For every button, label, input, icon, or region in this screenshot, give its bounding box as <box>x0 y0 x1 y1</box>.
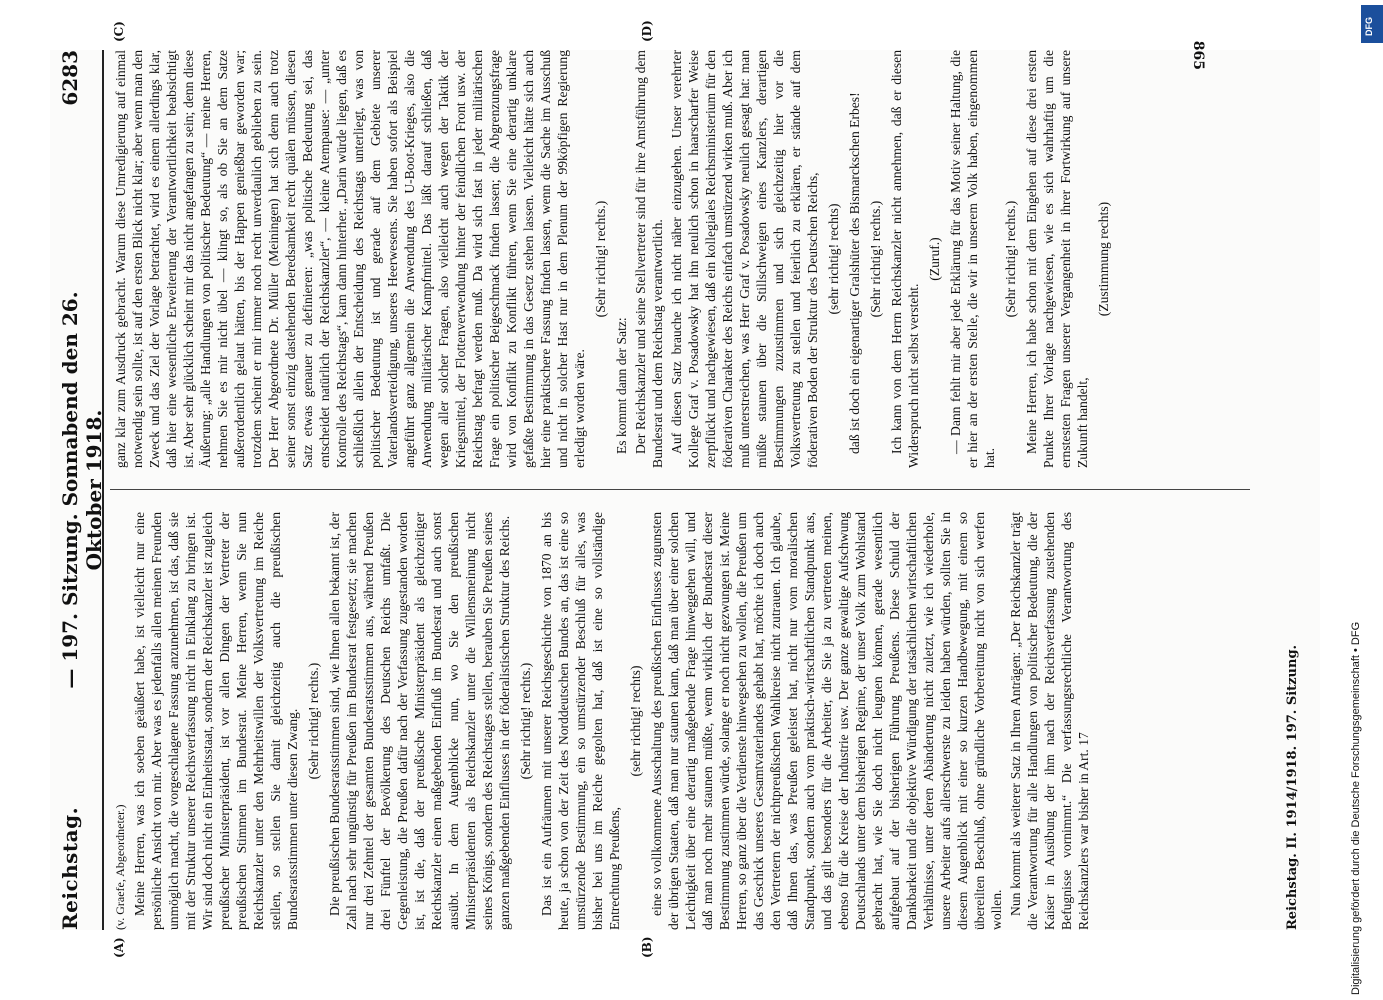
interjection: (Sehr richtig! rechts.) <box>593 200 608 318</box>
dfg-logo <box>1361 5 1383 43</box>
interjection: (sehr richtig! rechts) <box>826 203 841 315</box>
printed-page-number: 865 <box>1190 40 1206 70</box>
paragraph: daß ist doch ein eigenartiger Gralshüter des Bismarckschen Erbes! <box>847 92 862 454</box>
paragraph: Die preußischen Bundesratsstimmen sind, wie Ihnen allen bekannt ist, der Zahl nach sehr ungünstig für Preußen im Bundesrat festgesetzt; sie machen nur drei Zehntel der gesamten Bundesratsstimmen aus, während Preußen drei Fünftel der Bevölkerung des Deutschen Reichs umfaßt. Die Gegenleistung, die Preußen dafür nach der Verfassung zugestanden worden ist, ist die, daß der preußische Ministerpräsident als gleichzeitiger Reichskanzler einen maßgebenden Einfluß im Bundesrat und auch sonst ausübt. In dem Augenblicke nun, wo Sie den preußischen Ministerpräsidenten als Reichskanzler unter die Willensmeinung nicht seines Königs, sondern des Reichstages stellen, berauben Sie Preußen seines ganzen maßgebenden Einflusses in der föderalistischen Struktur des Reichs. <box>327 512 512 930</box>
margin-marker-c: (C) <box>112 21 126 42</box>
header-page-number: 6283 <box>58 50 82 106</box>
header-session-date: — 197. Sitzung. Sonnabend den 26. Oktober 1918. <box>58 291 106 689</box>
paragraph: Meine Herren, was ich soeben geäußert habe, ist vielleicht nur eine persönliche Ansicht von mir. Aber was es jedenfalls allen meinen Freunden unmöglich macht, die vorgeschlagene Fassung anzunehmen, ist das, daß sie mit der Struktur unserer Reichsverfassung nicht in Einklang zu bringen ist. Wir sind doch nicht ein Einheitsstaat, sondern der Reichskanzler ist zugleich preußischer Ministerpräsident, ist vor allen Dingen der Vertreter der preußischen Stimmen im Bundesrat. Meine Herren, wenn Sie nun Reichskanzler unter den Mehrheitswillen der Volksvertretung im Reiche stellen, so stellen Sie damit gleichzeitig auch die preußischen Bundesratsstimmen unter diesen Zwang. <box>132 512 300 930</box>
margin-marker-b: (B) <box>640 936 654 958</box>
interjection: (Zustimmung rechts) <box>1096 201 1111 317</box>
speaker-line: (v. Graefe, Abgeordneter.) <box>113 804 127 930</box>
interjection: (Sehr richtig! rechts.) <box>306 662 321 780</box>
interjection: (Sehr richtig! rechts.) <box>1003 200 1018 318</box>
dfg-logo-text: DFG <box>1364 17 1374 36</box>
paragraph: Nun kommt als weiterer Satz in Ihren Anträgen: „Der Reichskanzler trägt die Verantwortung für alle Handlungen von politischer Bedeutung, die der Kaiser in Ausübung der ihm nach der Reichsverfassung zustehenden Befugnisse vornimmt.“ Die verfassungsrechtliche Verantwortung des Reichskanzlers war bisher in Art. 17 <box>1008 512 1091 930</box>
page-footer: Reichstag. II. 1914/1918. 197. Sitzung. <box>1285 644 1300 930</box>
paragraph: — Dann fehlt mir aber jede Erklärung für das Motiv seiner Haltung, die er hier an der ersten Stelle, die wir in unserem Volk haben, eingenommen hat. <box>948 50 997 468</box>
paragraph: eine so vollkommene Ausschaltung des preußischen Einflusses zugunsten der übrigen Staaten, daß man nur staunen kann, daß man über einer solchen Leichtigkeit über eine derartig maßgebende Frage hinweggehen will, und daß man noch mehr staunen müßte, wenn wirklich der Bundesrat dieser Bestimmung zustimmen würde, solange er noch nicht gezwungen ist. Meine Herren, so ganz über die Verdienste hinwegsehen zu wollen, die Preußen um das Geschick unseres Gesamtvaterlandes gehabt hat, möchte ich doch auch den Vertretern der nichtpreußischen Wahlkreise nicht zutrauen. Ich glaube, daß Ihnen das, was Preußen geleistet hat, nicht nur vom moralischen Standpunkt, sondern auch vom praktisch-wirtschaftlichen Standpunkt aus, und das gilt besonders für die Arbeiter, die Sie ja zu vertreten meinen, ebenso für die Kreise der Industrie usw. Der ganze gewaltige Aufschwung Deutschlands unter dem bisherigen Regime, der unser Volk zum Wohlstand gebracht hat, wie Sie doch nicht leugnen können, gerade wesentlich aufgebaut auf der bisherigen Führung Preußens. Diese Schuld der Dankbarkeit und die objektive Würdigung der tatsächlichen wirtschaftlichen Verhältnisse, unter deren Abänderung nicht zuletzt, wie ich wiederhole, unsere Arbeiter aufs allerschwerste zu leiden haben würden, sollten Sie in diesem Augenblick mit einer so kurzen Handbewegung, mit einem so übereilten Beschluß, ohne gründliche Vorbereitung nicht von sich werfen wollen. <box>649 512 1004 930</box>
margin-marker-a: (A) <box>112 937 126 958</box>
paragraph: Ich kann von dem Herrn Reichskanzler nicht annehmen, daß er diesen Widerspruch nicht selbst versteht. <box>889 50 921 468</box>
interjection: (sehr richtig! rechts) <box>628 665 643 777</box>
interjection: (Sehr richtig! rechts.) <box>518 662 533 780</box>
paragraph: Auf diesen Satz brauche ich nicht näher einzugehen. Unser verehrter Kollege Graf v. Posadowsky hat ihn neulich schon in haarscharfer Weise zerpflückt und nachgewiesen, daß ein kollegiales Reichsministerium für den föderativen Charakter des Reichs einfach umstürzend wirken muß. Aber ich muß unterstreichen, was Herr Graf v. Posadowsky neulich gesagt hat: man müßte staunen über die Stillschweigen eines Kanzlers, derartigen Bestimmungen zuzustimmen und sich gleichzeitig hier vor die Volksvertretung zu stellen und feierlich zu erklären, er stände auf dem föderativen Boden der Struktur des Deutschen Reichs, <box>669 50 820 468</box>
left-text-column <box>112 512 1094 930</box>
quoted-clause: Der Reichskanzler und seine Stellvertreter sind für ihre Amtsführung dem Bundesrat und dem Reichstag verantwortlich. <box>633 50 665 468</box>
digitization-note <box>1350 621 1370 996</box>
paragraph: Es kommt dann der Satz: <box>614 317 629 454</box>
paragraph: Das ist ein Aufräumen mit unserer Reichsgeschichte von 1870 an bis heute, ja schon von der Zeit des Norddeutschen Bundes an, das ist eine so umstürzende Bestimmung, ein so umstürzender Beschluß für alles, was bisher bei uns im Reiche gegolten hat, daß ist eine so vollständige Entrechtung Preußens, <box>539 512 622 930</box>
right-text-column <box>112 50 1116 468</box>
paragraph: ganz klar zum Ausdruck gebracht. Warum diese Umredigierung auf einmal notwendig sein sollte, ist auf den ersten Blick nicht klar; aber wenn man den Zweck und das Ziel der Vorlage betrachtet, wird es einem allerdings klar, daß hier eine wesentliche Erweiterung der Verantwortlichkeit beabsichtigt ist. Aber sehr glücklich scheint mir das nicht angefangen zu sein; denn diese Äußerung: „alle Handlungen von politischer Bedeutung“ — meine Herren, nehmen Sie es mir nicht übel — klingt so, als ob Sie an dem Satze außerordentlich gelaut hätten, bis der Happen genießbar geworden war; trotzdem scheint er mir immer noch recht unverdaulich geblieben zu sein. Der Herr Abgeordnete Dr. Müller (Meiningen) hat sich denn auch trotz seiner sonst einzig dastehenden Beredsamkeit recht quälen müssen, diesen Satz etwas genauer zu definieren: „was politische Bedeutung sei, das entscheidet natürlich der Reichskanzler“, — kleine Atempause: — „unter Kontrolle des Reichstags“, kam dann hinterher. „Darin würde liegen, daß es schließlich allein der Entscheidung des Reichstags unterliegt, was von politischer Bedeutung ist und gerade auf dem Gebiete unserer Vaterlandsverteidigung, unseres Heerwesens. Sie haben sofort als Beispiel angeführt ganz allgemein die Anwendung des U-Boot-Krieges, also die Anwendung militärischer Kampfmittel. Das läßt darauf schließen, daß wegen aller solcher Fragen, also vielleicht auch wegen der Taktik der Kriegsmittel, der Flottenverwendung hinter der feindlichen Front usw. der Reichstag befragt werden muß. Da wird sich fast in jeder militärischen Frage ein politischer Beigeschmack finden lassen; die Abgrenzungsfrage wird von Konflikt zu Konflikt führen, wenn Sie eine derartig unklare gefaßte Bestimmung in das Gesetz stehen lassen. Vielleicht hätte sich auch hier eine praktischere Fassung finden lassen, wenn die Sache im Ausschuß und nicht in solcher Hast nur in dem Plenum der 99köpfigen Regierung erledigt worden wäre. <box>113 50 587 468</box>
digitization-note-text: Digitalisierung gefördert durch die Deutsche Forschungsgemeinschaft • DFG <box>1350 621 1362 995</box>
page-header <box>50 50 104 930</box>
document-page <box>50 20 1320 958</box>
column-divider <box>110 489 1250 490</box>
header-title: Reichstag. <box>58 806 82 930</box>
paragraph: Meine Herren, ich habe schon mit dem Eingehen auf diese drei ersten Punkte Ihrer Vorlage nachgewiesen, wie es sich wahrhaftig um die ernstesten Fragen unserer Vergangenheit in ihrer Fortwirkung auf unsere Zukunft handelt, <box>1024 50 1090 468</box>
margin-marker-d: (D) <box>640 20 654 42</box>
interjection: (Zuruf.) <box>927 237 942 281</box>
interjection: (Sehr richtig! rechts.) <box>868 200 883 318</box>
